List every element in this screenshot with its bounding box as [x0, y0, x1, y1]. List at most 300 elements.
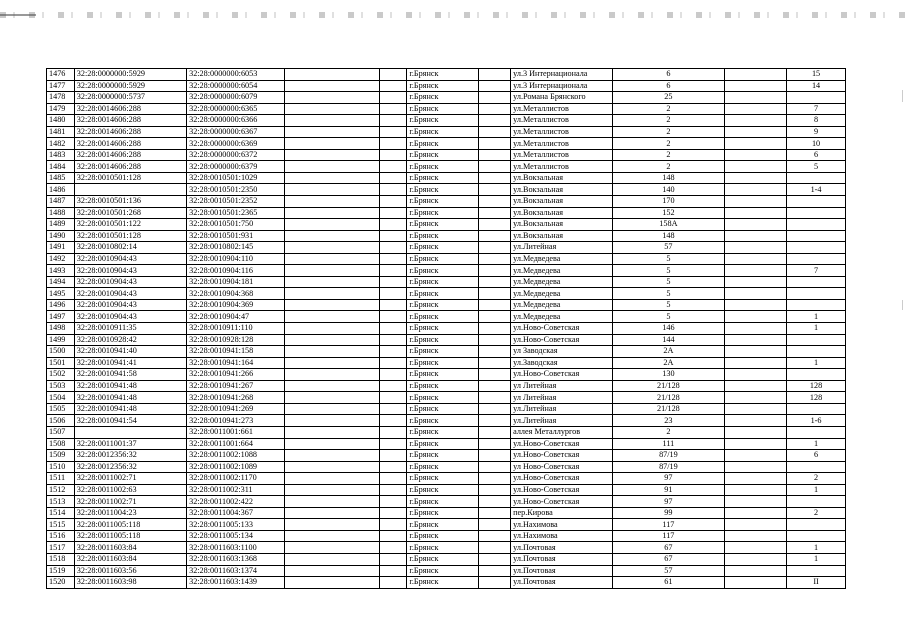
empty-cell — [285, 357, 379, 369]
empty-cell — [479, 288, 511, 300]
empty-cell — [285, 149, 379, 161]
empty-cell — [379, 276, 407, 288]
city-cell: г.Брянск — [407, 380, 479, 392]
table-row — [47, 149, 846, 161]
house-number-cell: 2 — [612, 115, 724, 127]
empty-cell — [379, 265, 407, 277]
empty-cell — [285, 219, 379, 231]
object-cadastral-number-cell: 32:28:0011004:367 — [187, 507, 285, 519]
table-row — [47, 519, 846, 531]
table-row — [47, 288, 846, 300]
city-cell: г.Брянск — [407, 461, 479, 473]
parcel-cadastral-number-cell: 32:28:0010904:43 — [74, 265, 186, 277]
empty-cell — [479, 311, 511, 323]
house-number-cell: 57 — [612, 242, 724, 254]
object-cadastral-number-cell: 32:28:0010941:273 — [187, 415, 285, 427]
empty-cell — [725, 380, 787, 392]
object-cadastral-number-cell: 32:28:0011002:1170 — [187, 473, 285, 485]
row-number-cell: 1499 — [47, 334, 75, 346]
empty-cell — [725, 265, 787, 277]
apartment-number-cell: 8 — [787, 115, 846, 127]
empty-cell — [725, 161, 787, 173]
empty-cell — [479, 369, 511, 381]
city-cell: г.Брянск — [407, 323, 479, 335]
object-cadastral-number-cell: 32:28:0000000:6054 — [187, 80, 285, 92]
empty-cell — [479, 450, 511, 462]
parcel-cadastral-number-cell: 32:28:0010941:48 — [74, 392, 186, 404]
empty-cell — [479, 161, 511, 173]
row-number-cell: 1501 — [47, 357, 75, 369]
street-cell: ул Ново-Советская — [511, 461, 613, 473]
parcel-cadastral-number-cell: 32:28:0010501:128 — [74, 172, 186, 184]
row-number-cell: 1500 — [47, 346, 75, 358]
parcel-cadastral-number-cell: 32:28:0012356:32 — [74, 450, 186, 462]
table-row — [47, 253, 846, 265]
apartment-number-cell: 7 — [787, 103, 846, 115]
apartment-number-cell — [787, 219, 846, 231]
empty-cell — [285, 507, 379, 519]
table-row — [47, 484, 846, 496]
empty-cell — [379, 530, 407, 542]
city-cell: г.Брянск — [407, 484, 479, 496]
object-cadastral-number-cell: 32:28:0010941:158 — [187, 346, 285, 358]
empty-cell — [285, 519, 379, 531]
object-cadastral-number-cell: 32:28:0010501:750 — [187, 219, 285, 231]
apartment-number-cell — [787, 334, 846, 346]
house-number-cell: 6 — [612, 69, 724, 81]
empty-cell — [285, 473, 379, 485]
apartment-number-cell — [787, 299, 846, 311]
row-number-cell: 1498 — [47, 323, 75, 335]
empty-cell — [285, 369, 379, 381]
empty-cell — [379, 80, 407, 92]
apartment-number-cell: 1 — [787, 323, 846, 335]
house-number-cell: 87/19 — [612, 461, 724, 473]
city-cell: г.Брянск — [407, 276, 479, 288]
empty-cell — [479, 403, 511, 415]
apartment-number-cell — [787, 253, 846, 265]
table-row — [47, 577, 846, 589]
object-cadastral-number-cell: 32:28:0010928:128 — [187, 334, 285, 346]
parcel-cadastral-number-cell: 32:28:0011005:118 — [74, 519, 186, 531]
row-number-cell: 1508 — [47, 438, 75, 450]
house-number-cell: 158А — [612, 219, 724, 231]
empty-cell — [725, 126, 787, 138]
house-number-cell: 144 — [612, 334, 724, 346]
apartment-number-cell — [787, 276, 846, 288]
house-number-cell: 148 — [612, 230, 724, 242]
object-cadastral-number-cell: 32:28:0010911:110 — [187, 323, 285, 335]
house-number-cell: 5 — [612, 253, 724, 265]
empty-cell — [725, 577, 787, 589]
empty-cell — [379, 484, 407, 496]
house-number-cell: 2 — [612, 126, 724, 138]
object-cadastral-number-cell: 32:28:0010501:2352 — [187, 196, 285, 208]
apartment-number-cell: 6 — [787, 149, 846, 161]
house-number-cell: 6 — [612, 80, 724, 92]
empty-cell — [285, 299, 379, 311]
scan-artifact-left — [0, 14, 36, 16]
empty-cell — [725, 461, 787, 473]
empty-cell — [285, 138, 379, 150]
object-cadastral-number-cell: 32:28:0000000:6369 — [187, 138, 285, 150]
apartment-number-cell: 2 — [787, 507, 846, 519]
city-cell: г.Брянск — [407, 288, 479, 300]
street-cell: ул.Романа Брянского — [511, 92, 613, 104]
empty-cell — [479, 242, 511, 254]
city-cell: г.Брянск — [407, 69, 479, 81]
apartment-number-cell: 5 — [787, 161, 846, 173]
empty-cell — [285, 69, 379, 81]
city-cell: г.Брянск — [407, 415, 479, 427]
empty-cell — [725, 450, 787, 462]
object-cadastral-number-cell: 32:28:0010904:368 — [187, 288, 285, 300]
parcel-cadastral-number-cell: 32:28:0010501:268 — [74, 207, 186, 219]
empty-cell — [285, 380, 379, 392]
parcel-cadastral-number-cell: 32:28:0014606:288 — [74, 103, 186, 115]
street-cell: ул.Ново-Советская — [511, 438, 613, 450]
row-number-cell: 1510 — [47, 461, 75, 473]
city-cell: г.Брянск — [407, 553, 479, 565]
object-cadastral-number-cell: 32:28:0000000:6365 — [187, 103, 285, 115]
row-number-cell: 1519 — [47, 565, 75, 577]
street-cell: ул.Металлистов — [511, 161, 613, 173]
empty-cell — [285, 426, 379, 438]
empty-cell — [285, 346, 379, 358]
apartment-number-cell: 1 — [787, 484, 846, 496]
object-cadastral-number-cell: 32:28:0011002:1089 — [187, 461, 285, 473]
empty-cell — [379, 438, 407, 450]
street-cell: ул.Почтовая — [511, 542, 613, 554]
city-cell: г.Брянск — [407, 230, 479, 242]
empty-cell — [285, 265, 379, 277]
city-cell: г.Брянск — [407, 103, 479, 115]
apartment-number-cell — [787, 530, 846, 542]
empty-cell — [285, 115, 379, 127]
table-row — [47, 138, 846, 150]
parcel-cadastral-number-cell: 32:28:0010941:54 — [74, 415, 186, 427]
empty-cell — [285, 450, 379, 462]
empty-cell — [479, 80, 511, 92]
house-number-cell: 67 — [612, 542, 724, 554]
empty-cell — [379, 172, 407, 184]
row-number-cell: 1518 — [47, 553, 75, 565]
parcel-cadastral-number-cell: 32:28:0014606:288 — [74, 149, 186, 161]
empty-cell — [379, 542, 407, 554]
house-number-cell: 5 — [612, 265, 724, 277]
city-cell: г.Брянск — [407, 92, 479, 104]
empty-cell — [379, 196, 407, 208]
empty-cell — [285, 392, 379, 404]
city-cell: г.Брянск — [407, 473, 479, 485]
city-cell: г.Брянск — [407, 403, 479, 415]
empty-cell — [479, 577, 511, 589]
empty-cell — [479, 392, 511, 404]
row-number-cell: 1517 — [47, 542, 75, 554]
house-number-cell: 2 — [612, 103, 724, 115]
empty-cell — [285, 126, 379, 138]
row-number-cell: 1489 — [47, 219, 75, 231]
street-cell: ул.Литейная — [511, 403, 613, 415]
apartment-number-cell: 1 — [787, 357, 846, 369]
street-cell: ул.Вокзальная — [511, 184, 613, 196]
object-cadastral-number-cell: 32:28:0010904:47 — [187, 311, 285, 323]
empty-cell — [379, 288, 407, 300]
table-row — [47, 461, 846, 473]
object-cadastral-number-cell: 32:28:0010941:267 — [187, 380, 285, 392]
empty-cell — [725, 184, 787, 196]
street-cell: ул.Металлистов — [511, 103, 613, 115]
street-cell: пер.Кирова — [511, 507, 613, 519]
apartment-number-cell: II — [787, 577, 846, 589]
row-number-cell: 1512 — [47, 484, 75, 496]
apartment-number-cell — [787, 207, 846, 219]
empty-cell — [285, 92, 379, 104]
apartment-number-cell: 6 — [787, 450, 846, 462]
empty-cell — [725, 323, 787, 335]
parcel-cadastral-number-cell: 32:28:0011002:71 — [74, 496, 186, 508]
city-cell: г.Брянск — [407, 242, 479, 254]
house-number-cell: 25 — [612, 92, 724, 104]
table-row — [47, 69, 846, 81]
table-row — [47, 426, 846, 438]
empty-cell — [379, 299, 407, 311]
empty-cell — [479, 103, 511, 115]
house-number-cell: 21/128 — [612, 403, 724, 415]
object-cadastral-number-cell: 32:28:0010501:931 — [187, 230, 285, 242]
row-number-cell: 1490 — [47, 230, 75, 242]
street-cell: ул.Ново-Советская — [511, 323, 613, 335]
house-number-cell: 2А — [612, 346, 724, 358]
empty-cell — [725, 207, 787, 219]
parcel-cadastral-number-cell: 32:28:0010941:40 — [74, 346, 186, 358]
object-cadastral-number-cell: 32:28:0010941:268 — [187, 392, 285, 404]
empty-cell — [725, 276, 787, 288]
apartment-number-cell — [787, 172, 846, 184]
street-cell: ул.Медведева — [511, 276, 613, 288]
empty-cell — [379, 311, 407, 323]
empty-cell — [379, 219, 407, 231]
apartment-number-cell — [787, 230, 846, 242]
street-cell: ул.Вокзальная — [511, 172, 613, 184]
empty-cell — [479, 323, 511, 335]
row-number-cell: 1477 — [47, 80, 75, 92]
parcel-cadastral-number-cell: 32:28:0010802:14 — [74, 242, 186, 254]
parcel-cadastral-number-cell: 32:28:0010941:41 — [74, 357, 186, 369]
parcel-cadastral-number-cell: 32:28:0014606:288 — [74, 138, 186, 150]
table-row — [47, 438, 846, 450]
object-cadastral-number-cell: 32:28:0011001:661 — [187, 426, 285, 438]
empty-cell — [725, 357, 787, 369]
object-cadastral-number-cell: 32:28:0011603:1374 — [187, 565, 285, 577]
empty-cell — [725, 369, 787, 381]
empty-cell — [479, 219, 511, 231]
parcel-cadastral-number-cell: 32:28:0011603:98 — [74, 577, 186, 589]
row-number-cell: 1484 — [47, 161, 75, 173]
parcel-cadastral-number-cell: 32:28:0012356:32 — [74, 461, 186, 473]
empty-cell — [725, 138, 787, 150]
object-cadastral-number-cell: 32:28:0010501:1029 — [187, 172, 285, 184]
house-number-cell: 2 — [612, 149, 724, 161]
empty-cell — [379, 403, 407, 415]
empty-cell — [479, 299, 511, 311]
empty-cell — [479, 196, 511, 208]
empty-cell — [479, 461, 511, 473]
object-cadastral-number-cell: 32:28:0000000:6053 — [187, 69, 285, 81]
row-number-cell: 1516 — [47, 530, 75, 542]
city-cell: г.Брянск — [407, 219, 479, 231]
city-cell: г.Брянск — [407, 253, 479, 265]
house-number-cell: 117 — [612, 530, 724, 542]
empty-cell — [285, 438, 379, 450]
empty-cell — [285, 288, 379, 300]
parcel-cadastral-number-cell: 32:28:0010904:43 — [74, 253, 186, 265]
empty-cell — [379, 207, 407, 219]
parcel-cadastral-number-cell: 32:28:0010904:43 — [74, 299, 186, 311]
empty-cell — [725, 69, 787, 81]
table-row — [47, 415, 846, 427]
object-cadastral-number-cell: 32:28:0010802:145 — [187, 242, 285, 254]
house-number-cell: 140 — [612, 184, 724, 196]
house-number-cell: 170 — [612, 196, 724, 208]
empty-cell — [725, 115, 787, 127]
table-row — [47, 542, 846, 554]
parcel-cadastral-number-cell: 32:28:0011603:84 — [74, 542, 186, 554]
street-cell: ул.Ново-Советская — [511, 473, 613, 485]
city-cell: г.Брянск — [407, 530, 479, 542]
scan-artifact-top — [0, 12, 905, 18]
object-cadastral-number-cell: 32:28:0000000:6367 — [187, 126, 285, 138]
empty-cell — [725, 288, 787, 300]
empty-cell — [285, 242, 379, 254]
empty-cell — [379, 126, 407, 138]
empty-cell — [479, 265, 511, 277]
empty-cell — [725, 426, 787, 438]
street-cell: ул.3 Интернационала — [511, 69, 613, 81]
table-row — [47, 299, 846, 311]
empty-cell — [285, 415, 379, 427]
empty-cell — [479, 172, 511, 184]
street-cell: ул.Нахимова — [511, 519, 613, 531]
city-cell: г.Брянск — [407, 346, 479, 358]
object-cadastral-number-cell: 32:28:0010941:269 — [187, 403, 285, 415]
table-row — [47, 334, 846, 346]
table-row — [47, 196, 846, 208]
house-number-cell: 2 — [612, 138, 724, 150]
empty-cell — [379, 565, 407, 577]
empty-cell — [479, 415, 511, 427]
parcel-cadastral-number-cell: 32:28:0000000:5737 — [74, 92, 186, 104]
property-registry-table — [46, 68, 846, 589]
apartment-number-cell: 14 — [787, 80, 846, 92]
empty-cell — [379, 334, 407, 346]
empty-cell — [379, 426, 407, 438]
row-number-cell: 1515 — [47, 519, 75, 531]
empty-cell — [479, 346, 511, 358]
empty-cell — [725, 346, 787, 358]
object-cadastral-number-cell: 32:28:0011603:1368 — [187, 553, 285, 565]
house-number-cell: 21/128 — [612, 392, 724, 404]
table-row — [47, 380, 846, 392]
empty-cell — [479, 253, 511, 265]
table-row — [47, 172, 846, 184]
street-cell: ул Заводская — [511, 346, 613, 358]
row-number-cell: 1509 — [47, 450, 75, 462]
parcel-cadastral-number-cell: 32:28:0010928:42 — [74, 334, 186, 346]
empty-cell — [379, 415, 407, 427]
empty-cell — [479, 484, 511, 496]
table-row — [47, 115, 846, 127]
row-number-cell: 1503 — [47, 380, 75, 392]
empty-cell — [379, 323, 407, 335]
apartment-number-cell: 1 — [787, 438, 846, 450]
table-row — [47, 80, 846, 92]
empty-cell — [285, 530, 379, 542]
house-number-cell: 117 — [612, 519, 724, 531]
empty-cell — [285, 207, 379, 219]
empty-cell — [285, 311, 379, 323]
object-cadastral-number-cell: 32:28:0010904:116 — [187, 265, 285, 277]
empty-cell — [379, 380, 407, 392]
empty-cell — [379, 69, 407, 81]
city-cell: г.Брянск — [407, 207, 479, 219]
row-number-cell: 1485 — [47, 172, 75, 184]
empty-cell — [479, 184, 511, 196]
empty-cell — [725, 196, 787, 208]
street-cell: ул.Литейная — [511, 242, 613, 254]
table-row — [47, 369, 846, 381]
row-number-cell: 1520 — [47, 577, 75, 589]
parcel-cadastral-number-cell: 32:28:0000000:5929 — [74, 80, 186, 92]
row-number-cell: 1488 — [47, 207, 75, 219]
house-number-cell: 57 — [612, 565, 724, 577]
table-row — [47, 184, 846, 196]
apartment-number-cell: 2 — [787, 473, 846, 485]
city-cell: г.Брянск — [407, 369, 479, 381]
empty-cell — [479, 334, 511, 346]
empty-cell — [479, 542, 511, 554]
row-number-cell: 1507 — [47, 426, 75, 438]
table-row — [47, 530, 846, 542]
empty-cell — [479, 473, 511, 485]
empty-cell — [379, 149, 407, 161]
empty-cell — [379, 184, 407, 196]
parcel-cadastral-number-cell: 32:28:0000000:5929 — [74, 69, 186, 81]
row-number-cell: 1481 — [47, 126, 75, 138]
house-number-cell: 97 — [612, 473, 724, 485]
street-cell: ул.Ново-Советская — [511, 484, 613, 496]
empty-cell — [379, 473, 407, 485]
empty-cell — [725, 149, 787, 161]
street-cell: ул.Металлистов — [511, 115, 613, 127]
house-number-cell: 23 — [612, 415, 724, 427]
city-cell: г.Брянск — [407, 161, 479, 173]
house-number-cell: 91 — [612, 484, 724, 496]
street-cell: ул.Вокзальная — [511, 219, 613, 231]
empty-cell — [725, 253, 787, 265]
empty-cell — [725, 415, 787, 427]
street-cell: ул.Ново-Советская — [511, 496, 613, 508]
empty-cell — [379, 450, 407, 462]
empty-cell — [285, 496, 379, 508]
house-number-cell: 5 — [612, 276, 724, 288]
parcel-cadastral-number-cell: 32:28:0010911:35 — [74, 323, 186, 335]
empty-cell — [379, 230, 407, 242]
empty-cell — [725, 530, 787, 542]
empty-cell — [285, 196, 379, 208]
apartment-number-cell: 1-6 — [787, 415, 846, 427]
apartment-number-cell — [787, 426, 846, 438]
